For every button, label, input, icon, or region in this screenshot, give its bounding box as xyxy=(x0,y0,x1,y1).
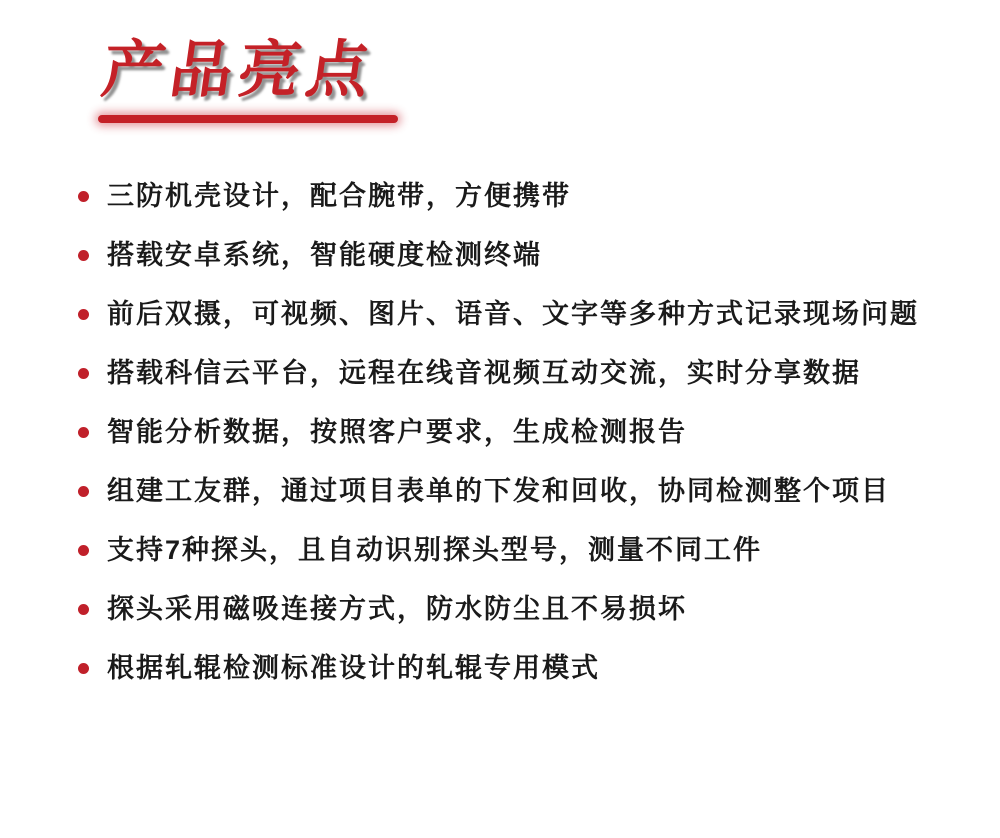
bullet-dot-icon xyxy=(78,663,89,674)
list-item-text: 三防机壳设计，配合腕带，方便携带 xyxy=(107,181,571,212)
title-underline xyxy=(98,115,398,123)
list-item-text: 智能分析数据，按照客户要求，生成检测报告 xyxy=(107,417,687,448)
list-item xyxy=(78,478,1000,505)
list-item-text: 支持7种探头，且自动识别探头型号，测量不同工件 xyxy=(107,535,763,566)
bullet-dot-icon xyxy=(78,250,89,261)
list-item xyxy=(78,596,1000,623)
list-item xyxy=(78,242,1000,269)
list-item xyxy=(78,655,1000,682)
list-item-text: 搭载科信云平台，远程在线音视频互动交流，实时分享数据 xyxy=(107,358,861,389)
list-item-text: 组建工友群，通过项目表单的下发和回收，协同检测整个项目 xyxy=(107,476,890,507)
list-item xyxy=(78,301,1000,328)
bullet-dot-icon xyxy=(78,309,89,320)
list-item xyxy=(78,183,1000,210)
page-title: 产品亮点 xyxy=(97,36,380,105)
bullet-dot-icon xyxy=(78,545,89,556)
list-item-text: 探头采用磁吸连接方式，防水防尘且不易损坏 xyxy=(107,594,687,625)
list-item xyxy=(78,537,1000,564)
list-item-text: 搭载安卓系统，智能硬度检测终端 xyxy=(107,240,542,271)
list-item-text: 根据轧辊检测标准设计的轧辊专用模式 xyxy=(107,653,600,684)
list-item xyxy=(78,419,1000,446)
page-header xyxy=(98,38,518,123)
list-item-text: 前后双摄，可视频、图片、语音、文字等多种方式记录现场问题 xyxy=(107,299,919,330)
bullet-dot-icon xyxy=(78,486,89,497)
bullet-dot-icon xyxy=(78,427,89,438)
bullet-dot-icon xyxy=(78,368,89,379)
bullet-dot-icon xyxy=(78,191,89,202)
list-item xyxy=(78,360,1000,387)
highlights-list xyxy=(0,183,1000,682)
bullet-dot-icon xyxy=(78,604,89,615)
